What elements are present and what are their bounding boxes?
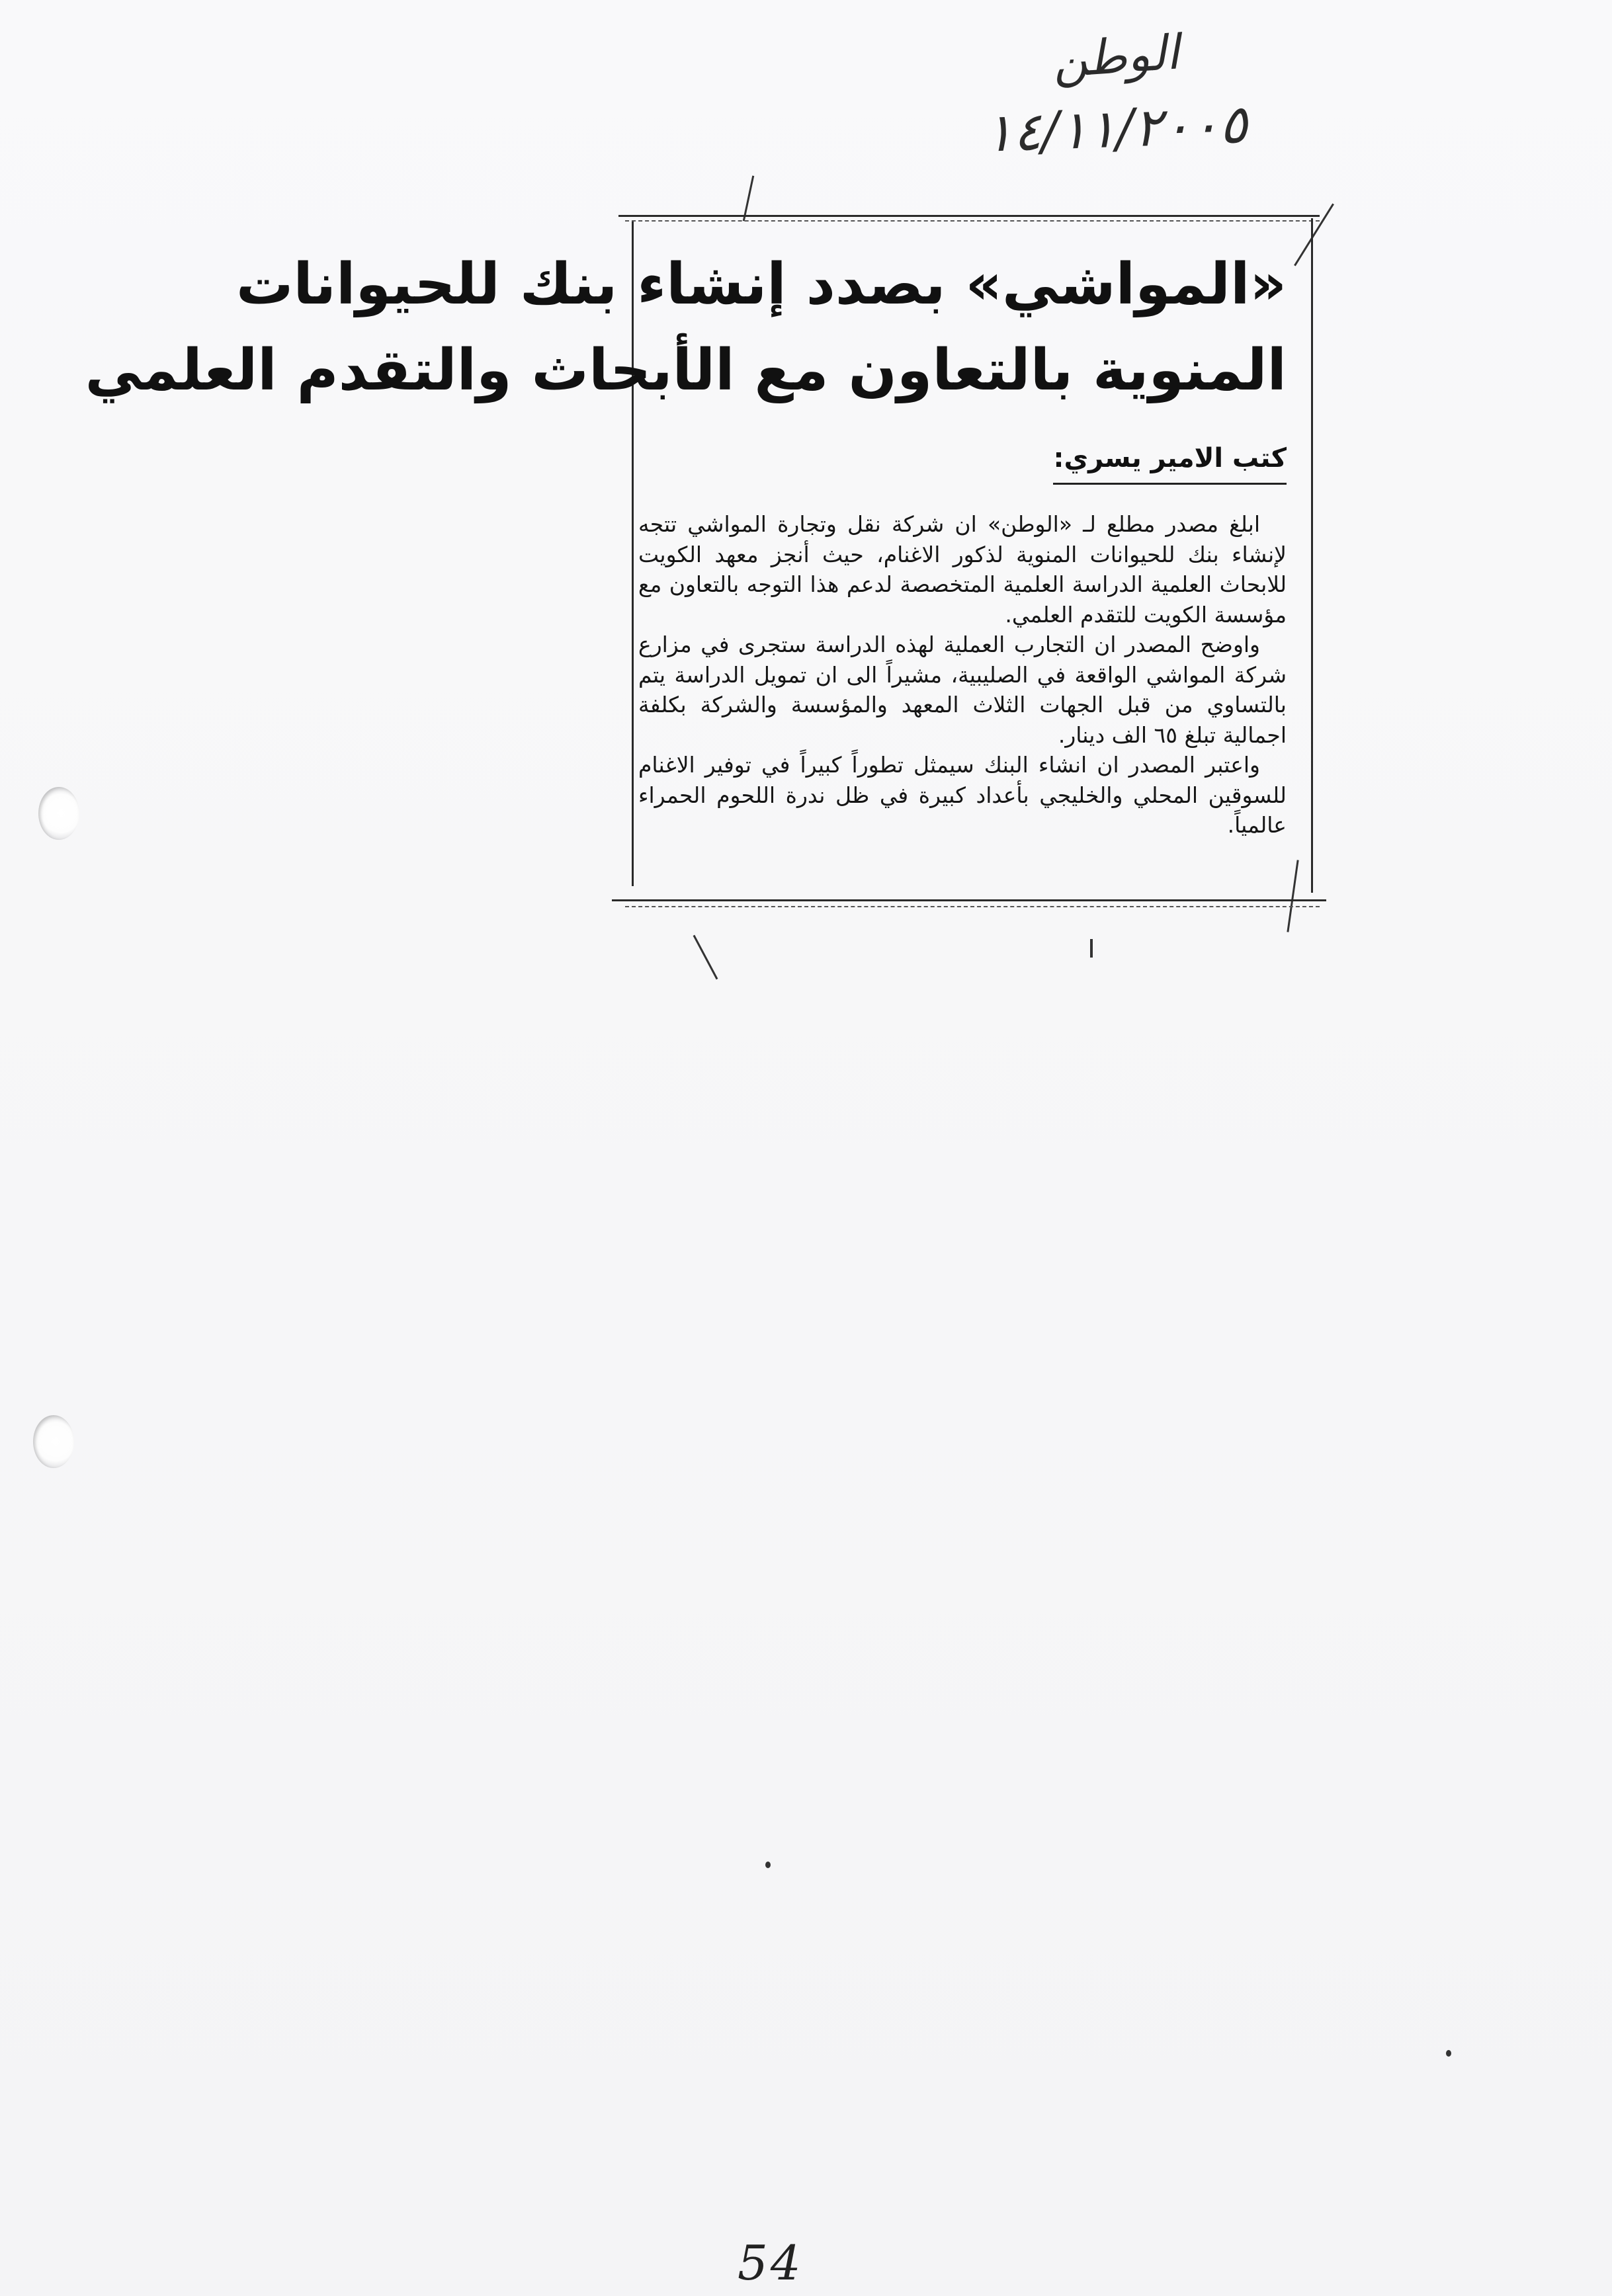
clipping-border-top [618, 215, 1320, 217]
ink-dot [765, 1862, 771, 1868]
headline-line-1: «المواشي» بصدد إنشاء بنك للحيوانات [235, 251, 1287, 317]
clipping-cut-line-bottom [625, 906, 1320, 907]
article-headline [85, 241, 1287, 413]
clipping-cut-line-top [625, 220, 1320, 222]
article-paragraph: واعتبر المصدر ان انشاء البنك سيمثل تطوراً كبيراً في توفير الاغنام للسوقين المحلي والخليجي بأعداد كبيرة في ظل ندرة اللحوم الحمراء عالمياً. [638, 752, 1287, 838]
pen-mark [693, 935, 718, 980]
article-paragraph: واوضح المصدر ان التجارب العملية لهذه الدراسة ستجرى في مزارع شركة المواشي الواقعة في الصليبية، مشيراً الى ان تمويل الدراسة يتم بالتساوي من قبل الجهات الثلاث المعهد والمؤسسة والشركة بكلفة اجمالية تبلغ ٦٥ الف دينار. [638, 632, 1287, 748]
punch-hole-top [38, 787, 79, 840]
handwritten-note [944, 26, 1288, 179]
clipping-border-right [1311, 218, 1313, 893]
article-paragraph: ابلغ مصدر مطلع لـ «الوطن» ان شركة نقل وتجارة المواشي تتجه لإنشاء بنك للحيوانات المنوية لذكور الاغنام، حيث أنجز معهد الكويت للابحاث العلمية الدراسة العلمية المتخصصة لدعم هذا التوجه بالتعاون مع مؤسسة الكويت للتقدم العلمي. [638, 511, 1287, 628]
handwritten-date: ١٤/١١/٢٠٠٥ [983, 93, 1249, 164]
punch-hole-bottom [33, 1415, 74, 1468]
clipping-border-bottom [612, 899, 1326, 901]
page-number: 54 [738, 2235, 804, 2291]
headline-line-2: المنوية بالتعاون مع الأبحاث والتقدم العلمي [85, 337, 1287, 403]
pen-mark [1090, 939, 1093, 958]
handwritten-source: الوطن [1050, 24, 1181, 89]
article-body [638, 509, 1287, 840]
ink-dot [1446, 2050, 1451, 2057]
newspaper-clipping [85, 215, 1306, 889]
article-byline: كتب الامير يسري: [1053, 443, 1287, 485]
